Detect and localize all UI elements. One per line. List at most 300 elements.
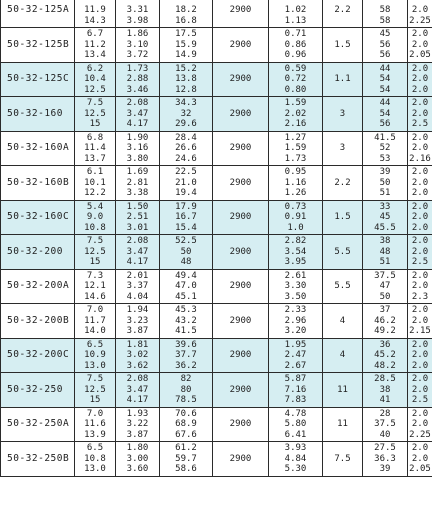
efficiency-cell-value: 58 [379, 15, 391, 26]
flow-rate-cell-value: 3.47 [126, 384, 149, 395]
flow-rate-cell-value: 2.81 [126, 177, 149, 188]
head-cell-value: 80 [180, 384, 192, 395]
speed-cell: 2900 [213, 131, 269, 166]
efficiency-cell [363, 235, 408, 270]
power-cell-value: 1.95 [284, 339, 307, 350]
npshr-cell-value: 2.0 [411, 29, 429, 39]
flow-cell [75, 62, 116, 97]
npshr-cell-value: 2.0 [411, 384, 429, 395]
npshr-cell-value: 2.05 [409, 50, 431, 60]
head-cell-value: 50 [180, 246, 192, 257]
efficiency-cell-value: 44 [379, 63, 391, 74]
motor-power-cell: 3 [323, 97, 363, 132]
flow-rate-cell-value: 3.10 [126, 39, 149, 50]
table-row [1, 338, 432, 373]
flow-cell-value: 14.3 [84, 15, 106, 26]
model-cell: 50-32-125B [1, 28, 75, 63]
power-cell-value: 5.30 [284, 464, 307, 474]
speed-cell: 2900 [213, 338, 269, 373]
flow-rate-cell [116, 235, 160, 270]
efficiency-cell [363, 131, 408, 166]
flow-rate-cell-value: 1.69 [126, 167, 149, 177]
head-cell-value: 43.2 [175, 315, 197, 326]
npshr-cell-value: 2.0 [411, 350, 429, 360]
table-row [1, 62, 432, 97]
head-cell-value: 16.7 [175, 212, 197, 222]
model-cell: 50-32-160B [1, 166, 75, 201]
power-cell-value: 3.20 [284, 326, 307, 336]
npshr-cell-value: 2.5 [411, 119, 429, 129]
efficiency-cell [363, 166, 408, 201]
flow-cell-value: 15 [89, 395, 101, 405]
flow-rate-cell [116, 62, 160, 97]
model-cell: 50-32-125C [1, 62, 75, 97]
flow-cell-value: 10.4 [84, 74, 106, 84]
efficiency-cell-value: 45 [379, 212, 391, 222]
head-cell-value: 36.2 [175, 360, 197, 371]
table-row [1, 442, 432, 477]
power-cell [269, 0, 323, 28]
npshr-cell [408, 442, 432, 477]
speed-cell: 2900 [213, 28, 269, 63]
speed-cell: 2900 [213, 442, 269, 477]
flow-cell [75, 304, 116, 339]
head-cell-value: 82 [180, 374, 192, 384]
npshr-cell-value: 2.0 [411, 443, 429, 453]
efficiency-cell-value: 58 [379, 5, 391, 16]
flow-rate-cell-value: 3.47 [126, 108, 149, 119]
power-cell-value: 1.59 [284, 98, 307, 108]
head-cell-value: 49.4 [175, 270, 197, 281]
head-cell-value: 18.2 [175, 5, 197, 16]
head-cell [160, 200, 213, 235]
power-cell-value: 1.27 [284, 132, 307, 143]
flow-rate-cell-value: 2.01 [126, 270, 149, 281]
model-cell: 50-32-250 [1, 373, 75, 408]
npshr-cell-value: 2.0 [411, 305, 429, 315]
head-cell-value: 45.1 [175, 291, 197, 302]
efficiency-cell-value: 51 [379, 257, 391, 267]
npshr-cell-value: 2.0 [411, 281, 429, 291]
head-cell-value: 34.3 [175, 98, 197, 108]
npshr-cell [408, 200, 432, 235]
efficiency-cell-value: 33 [379, 201, 391, 212]
speed-cell: 2900 [213, 62, 269, 97]
power-cell-value: 3.93 [284, 443, 307, 453]
efficiency-cell [363, 0, 408, 28]
table-row [1, 407, 432, 442]
flow-cell-value: 13.7 [84, 153, 106, 164]
flow-rate-cell-value: 3.22 [126, 419, 149, 429]
flow-rate-cell-value: 1.81 [126, 339, 149, 350]
flow-rate-cell [116, 269, 160, 304]
flow-cell-value: 11.9 [84, 5, 106, 16]
power-cell-value: 1.73 [284, 153, 307, 164]
model-cell: 50-32-125A [1, 0, 75, 28]
motor-power-cell: 5.5 [323, 235, 363, 270]
power-cell-value: 3.54 [284, 246, 307, 257]
head-cell [160, 62, 213, 97]
power-cell-value: 0.95 [284, 167, 307, 177]
flow-cell-value: 6.1 [86, 167, 104, 177]
power-cell [269, 97, 323, 132]
efficiency-cell-value: 56 [379, 119, 391, 129]
flow-rate-cell-value: 4.17 [126, 395, 149, 405]
power-cell [269, 166, 323, 201]
flow-cell-value: 7.3 [86, 270, 104, 281]
motor-power-cell: 1.1 [323, 62, 363, 97]
power-cell-value: 1.26 [284, 188, 307, 198]
npshr-cell-value: 2.0 [411, 132, 429, 143]
speed-cell: 2900 [213, 304, 269, 339]
head-cell-value: 16.8 [175, 15, 197, 26]
npshr-cell [408, 373, 432, 408]
head-cell-value: 48 [180, 257, 192, 267]
table-row [1, 28, 432, 63]
head-cell-value: 15.2 [175, 63, 197, 74]
npshr-cell-value: 2.0 [411, 63, 429, 74]
head-cell-value: 17.9 [175, 201, 197, 212]
npshr-cell-value: 2.0 [411, 236, 429, 246]
power-cell-value: 1.16 [284, 177, 307, 188]
head-cell-value: 13.8 [175, 74, 197, 84]
npshr-cell [408, 97, 432, 132]
head-cell-value: 52.5 [175, 236, 197, 246]
npshr-cell-value: 2.0 [411, 108, 429, 119]
flow-rate-cell-value: 3.47 [126, 246, 149, 257]
npshr-cell [408, 407, 432, 442]
npshr-cell [408, 166, 432, 201]
head-cell-value: 28.4 [175, 132, 197, 143]
flow-cell-value: 12.2 [84, 188, 106, 198]
efficiency-cell-value: 52 [379, 143, 391, 153]
power-cell-value: 3.50 [284, 291, 307, 302]
efficiency-cell-value: 48 [379, 246, 391, 257]
flow-cell-value: 15 [89, 119, 101, 129]
flow-cell-value: 10.8 [84, 222, 106, 233]
model-cell: 50-32-200 [1, 235, 75, 270]
flow-cell-value: 10.9 [84, 350, 106, 360]
flow-cell-value: 7.0 [86, 305, 104, 315]
table-row [1, 131, 432, 166]
speed-cell: 2900 [213, 97, 269, 132]
flow-cell-value: 13.0 [84, 360, 106, 371]
power-cell-value: 5.80 [284, 419, 307, 429]
model-cell: 50-32-160A [1, 131, 75, 166]
efficiency-cell [363, 304, 408, 339]
head-cell-value: 37.7 [175, 350, 197, 360]
flow-rate-cell [116, 200, 160, 235]
head-cell-value: 45.3 [175, 305, 197, 315]
power-cell-value: 1.13 [284, 15, 307, 26]
npshr-cell [408, 62, 432, 97]
power-cell-value: 0.96 [284, 50, 307, 60]
npshr-cell [408, 235, 432, 270]
motor-power-cell: 5.5 [323, 269, 363, 304]
head-cell-value: 24.6 [175, 153, 197, 164]
efficiency-cell-value: 47 [379, 281, 391, 291]
head-cell-value: 59.7 [175, 453, 197, 464]
flow-rate-cell-value: 3.38 [126, 188, 149, 198]
flow-cell-value: 13.4 [84, 50, 106, 60]
head-cell [160, 235, 213, 270]
efficiency-cell-value: 50 [379, 291, 391, 302]
efficiency-cell-value: 45 [379, 29, 391, 39]
head-cell-value: 17.5 [175, 29, 197, 39]
efficiency-cell [363, 200, 408, 235]
flow-rate-cell-value: 3.46 [126, 84, 149, 95]
flow-cell-value: 7.5 [86, 236, 104, 246]
motor-power-cell: 2.2 [323, 0, 363, 28]
npshr-cell-value: 2.16 [409, 153, 431, 164]
power-cell-value: 0.80 [284, 84, 307, 95]
power-cell-value: 0.91 [284, 212, 307, 222]
power-cell-value: 1.59 [284, 143, 307, 153]
motor-power-cell: 4 [323, 338, 363, 373]
head-cell-value: 21.0 [175, 177, 197, 188]
flow-rate-cell [116, 373, 160, 408]
efficiency-cell-value: 54 [379, 108, 391, 119]
power-cell [269, 304, 323, 339]
flow-cell-value: 13.9 [84, 429, 106, 440]
npshr-cell-value: 2.0 [411, 143, 429, 153]
head-cell [160, 407, 213, 442]
flow-rate-cell-value: 3.23 [126, 315, 149, 326]
flow-rate-cell [116, 131, 160, 166]
efficiency-cell-value: 37.5 [374, 270, 396, 281]
efficiency-cell [363, 407, 408, 442]
efficiency-cell [363, 269, 408, 304]
head-cell [160, 442, 213, 477]
model-cell: 50-32-160 [1, 97, 75, 132]
flow-rate-cell-value: 3.01 [126, 222, 149, 233]
flow-rate-cell [116, 442, 160, 477]
flow-rate-cell-value: 3.16 [126, 143, 149, 153]
flow-cell [75, 131, 116, 166]
motor-power-cell: 1.5 [323, 200, 363, 235]
power-cell-value: 0.71 [284, 29, 307, 39]
efficiency-cell-value: 41 [379, 395, 391, 405]
motor-power-cell: 3 [323, 131, 363, 166]
efficiency-cell-value: 38 [379, 236, 391, 246]
efficiency-cell-value: 54 [379, 74, 391, 84]
flow-cell-value: 11.2 [84, 39, 106, 50]
table-row [1, 373, 432, 408]
flow-cell-value: 6.2 [86, 63, 104, 74]
head-cell-value: 26.6 [175, 143, 197, 153]
efficiency-cell-value: 27.5 [374, 443, 396, 453]
power-cell-value: 1.02 [284, 5, 307, 16]
head-cell-value: 39.6 [175, 339, 197, 350]
efficiency-cell-value: 39 [379, 464, 391, 474]
flow-rate-cell-value: 2.51 [126, 212, 149, 222]
flow-rate-cell [116, 28, 160, 63]
power-cell-value: 0.59 [284, 63, 307, 74]
npshr-cell [408, 338, 432, 373]
flow-rate-cell [116, 97, 160, 132]
head-cell [160, 0, 213, 28]
flow-cell [75, 0, 116, 28]
flow-cell [75, 166, 116, 201]
flow-cell-value: 10.8 [84, 453, 106, 464]
model-cell: 50-32-250B [1, 442, 75, 477]
power-cell-value: 5.87 [284, 374, 307, 384]
flow-cell-value: 6.8 [86, 132, 104, 143]
head-cell-value: 41.5 [175, 326, 197, 336]
power-cell-value: 0.86 [284, 39, 307, 50]
model-cell: 50-32-250A [1, 407, 75, 442]
model-cell: 50-32-200C [1, 338, 75, 373]
efficiency-cell-value: 45.5 [374, 222, 396, 233]
power-cell [269, 373, 323, 408]
flow-rate-cell-value: 2.08 [126, 374, 149, 384]
flow-cell [75, 373, 116, 408]
power-cell-value: 3.30 [284, 281, 307, 291]
head-cell-value: 61.2 [175, 443, 197, 453]
flow-rate-cell [116, 166, 160, 201]
power-cell-value: 0.73 [284, 201, 307, 212]
efficiency-cell [363, 97, 408, 132]
npshr-cell-value: 2.0 [411, 246, 429, 257]
model-cell: 50-32-200B [1, 304, 75, 339]
efficiency-cell [363, 28, 408, 63]
flow-cell [75, 338, 116, 373]
flow-rate-cell-value: 3.87 [126, 429, 149, 440]
flow-cell-value: 12.5 [84, 246, 106, 257]
flow-rate-cell-value: 3.98 [126, 15, 149, 26]
power-cell-value: 2.47 [284, 350, 307, 360]
npshr-cell [408, 131, 432, 166]
head-cell-value: 15.9 [175, 39, 197, 50]
flow-cell-value: 11.7 [84, 315, 106, 326]
power-cell [269, 442, 323, 477]
table-body [1, 0, 432, 476]
npshr-cell-value: 2.0 [411, 212, 429, 222]
flow-cell-value: 14.6 [84, 291, 106, 302]
efficiency-cell-value: 56 [379, 50, 391, 60]
speed-cell: 2900 [213, 269, 269, 304]
npshr-cell-value: 2.0 [411, 177, 429, 188]
power-cell-value: 7.16 [284, 384, 307, 395]
npshr-cell-value: 2.0 [411, 408, 429, 419]
flow-rate-cell-value: 1.94 [126, 305, 149, 315]
efficiency-cell-value: 28 [379, 408, 391, 419]
power-cell [269, 338, 323, 373]
efficiency-cell-value: 49.2 [374, 326, 396, 336]
flow-cell [75, 442, 116, 477]
flow-cell-value: 12.5 [84, 108, 106, 119]
efficiency-cell-value: 44 [379, 98, 391, 108]
flow-rate-cell-value: 3.80 [126, 153, 149, 164]
speed-cell: 2900 [213, 235, 269, 270]
efficiency-cell-value: 56 [379, 39, 391, 50]
efficiency-cell-value: 36.3 [374, 453, 396, 464]
flow-cell-value: 12.5 [84, 84, 106, 95]
npshr-cell-value: 2.0 [411, 374, 429, 384]
head-cell-value: 68.9 [175, 419, 197, 429]
head-cell-value: 14.9 [175, 50, 197, 60]
flow-cell-value: 6.5 [86, 339, 104, 350]
efficiency-cell-value: 54 [379, 84, 391, 95]
head-cell [160, 131, 213, 166]
flow-cell [75, 407, 116, 442]
flow-cell-value: 10.1 [84, 177, 106, 188]
flow-cell-value: 12.1 [84, 281, 106, 291]
table-row [1, 269, 432, 304]
npshr-cell-value: 2.0 [411, 39, 429, 50]
efficiency-cell-value: 38 [379, 384, 391, 395]
head-cell [160, 166, 213, 201]
flow-cell-value: 12.5 [84, 384, 106, 395]
npshr-cell-value: 2.5 [411, 395, 429, 405]
flow-rate-cell-value: 4.17 [126, 257, 149, 267]
npshr-cell-value: 2.25 [409, 429, 431, 440]
flow-rate-cell [116, 407, 160, 442]
efficiency-cell-value: 50 [379, 177, 391, 188]
head-cell-value: 19.4 [175, 188, 197, 198]
power-cell-value: 2.33 [284, 305, 307, 315]
flow-rate-cell-value: 1.90 [126, 132, 149, 143]
flow-rate-cell [116, 338, 160, 373]
npshr-cell-value: 2.0 [411, 222, 429, 233]
flow-rate-cell-value: 3.87 [126, 326, 149, 336]
power-cell-value: 6.41 [284, 429, 307, 440]
npshr-cell-value: 2.0 [411, 188, 429, 198]
flow-rate-cell-value: 4.04 [126, 291, 149, 302]
flow-cell [75, 200, 116, 235]
efficiency-cell-value: 51 [379, 188, 391, 198]
npshr-cell-value: 2.0 [411, 74, 429, 84]
flow-cell [75, 28, 116, 63]
flow-rate-cell-value: 2.88 [126, 74, 149, 84]
npshr-cell [408, 269, 432, 304]
flow-rate-cell-value: 1.93 [126, 408, 149, 419]
motor-power-cell: 2.2 [323, 166, 363, 201]
npshr-cell-value: 2.0 [411, 167, 429, 177]
head-cell-value: 22.5 [175, 167, 197, 177]
table-row [1, 0, 432, 28]
power-cell-value: 2.96 [284, 315, 307, 326]
head-cell-value: 47.0 [175, 281, 197, 291]
power-cell-value: 2.67 [284, 360, 307, 371]
head-cell [160, 304, 213, 339]
flow-rate-cell-value: 1.80 [126, 443, 149, 453]
flow-rate-cell-value: 1.86 [126, 29, 149, 39]
head-cell-value: 78.5 [175, 395, 197, 405]
flow-cell-value: 6.7 [86, 29, 104, 39]
motor-power-cell: 1.5 [323, 28, 363, 63]
npshr-cell-value: 2.5 [411, 257, 429, 267]
flow-rate-cell-value: 1.73 [126, 63, 149, 74]
head-cell [160, 338, 213, 373]
efficiency-cell-value: 53 [379, 153, 391, 164]
motor-power-cell: 4 [323, 304, 363, 339]
flow-cell-value: 15 [89, 257, 101, 267]
flow-rate-cell-value: 3.60 [126, 464, 149, 474]
npshr-cell-value: 2.15 [409, 326, 431, 336]
efficiency-cell-value: 39 [379, 167, 391, 177]
npshr-cell-value: 2.0 [411, 339, 429, 350]
model-cell: 50-32-200A [1, 269, 75, 304]
flow-cell-value: 9.0 [86, 212, 104, 222]
power-cell [269, 62, 323, 97]
flow-rate-cell [116, 304, 160, 339]
efficiency-cell-value: 48.2 [374, 360, 396, 371]
power-cell-value: 3.95 [284, 257, 307, 267]
flow-cell-value: 5.4 [86, 201, 104, 212]
power-cell [269, 235, 323, 270]
npshr-cell [408, 0, 432, 28]
